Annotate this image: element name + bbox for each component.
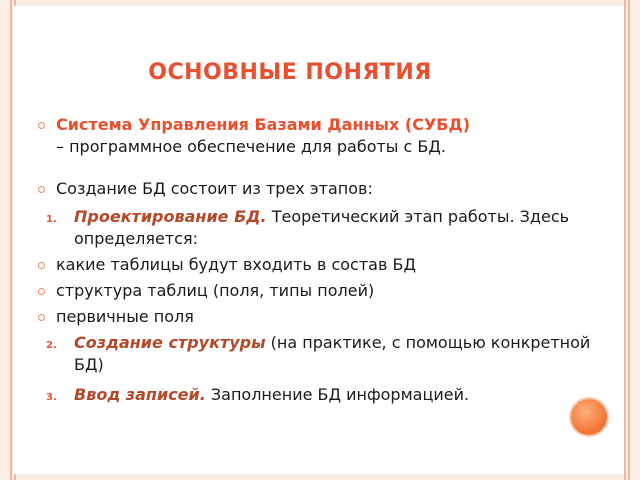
step-term: Проектирование БД. bbox=[74, 207, 267, 226]
step-number: 2. bbox=[46, 340, 57, 351]
step-desc: Заполнение БД информацией. bbox=[205, 385, 470, 404]
dbms-desc: – программное обеспечение для работы с БД. bbox=[56, 137, 446, 156]
step-term: Создание структуры bbox=[74, 333, 266, 352]
step-number: 3. bbox=[46, 392, 57, 403]
bullet-item bbox=[36, 280, 596, 302]
stages-text: Создание БД состоит из трех этапов: bbox=[56, 179, 373, 198]
step-term: Ввод записей. bbox=[74, 385, 206, 404]
bullet-icon bbox=[38, 186, 45, 193]
step-desc: (на практике, с помощью конкретной БД) bbox=[74, 333, 591, 374]
numbered-item bbox=[36, 206, 596, 250]
dbms-term: Система Управления Базами Данных (СУБД) bbox=[56, 115, 471, 134]
bullet-item bbox=[36, 114, 596, 158]
bullet-item bbox=[36, 306, 596, 328]
bullet-text: первичные поля bbox=[56, 307, 194, 326]
decor-circle-icon bbox=[571, 399, 607, 435]
step-number: 1. bbox=[46, 214, 57, 225]
bullet-item bbox=[36, 254, 596, 276]
right-decor-bar bbox=[624, 0, 626, 480]
bullet-text: структура таблиц (поля, типы полей) bbox=[56, 281, 375, 300]
bullet-icon bbox=[38, 262, 45, 269]
bullet-icon bbox=[38, 314, 45, 321]
numbered-item bbox=[36, 384, 596, 406]
bullet-icon bbox=[38, 122, 45, 129]
bullet-text: какие таблицы будут входить в состав БД bbox=[56, 255, 416, 274]
bullet-icon bbox=[38, 288, 45, 295]
step-desc: Теоретический этап работы. Здесь определяется: bbox=[74, 207, 570, 248]
slide-title: ОСНОВНЫЕ ПОНЯТИЯ bbox=[148, 60, 432, 85]
bullet-item bbox=[36, 178, 596, 200]
numbered-item bbox=[36, 332, 596, 376]
slide-content bbox=[36, 114, 596, 406]
right-decor-bar bbox=[628, 0, 630, 480]
